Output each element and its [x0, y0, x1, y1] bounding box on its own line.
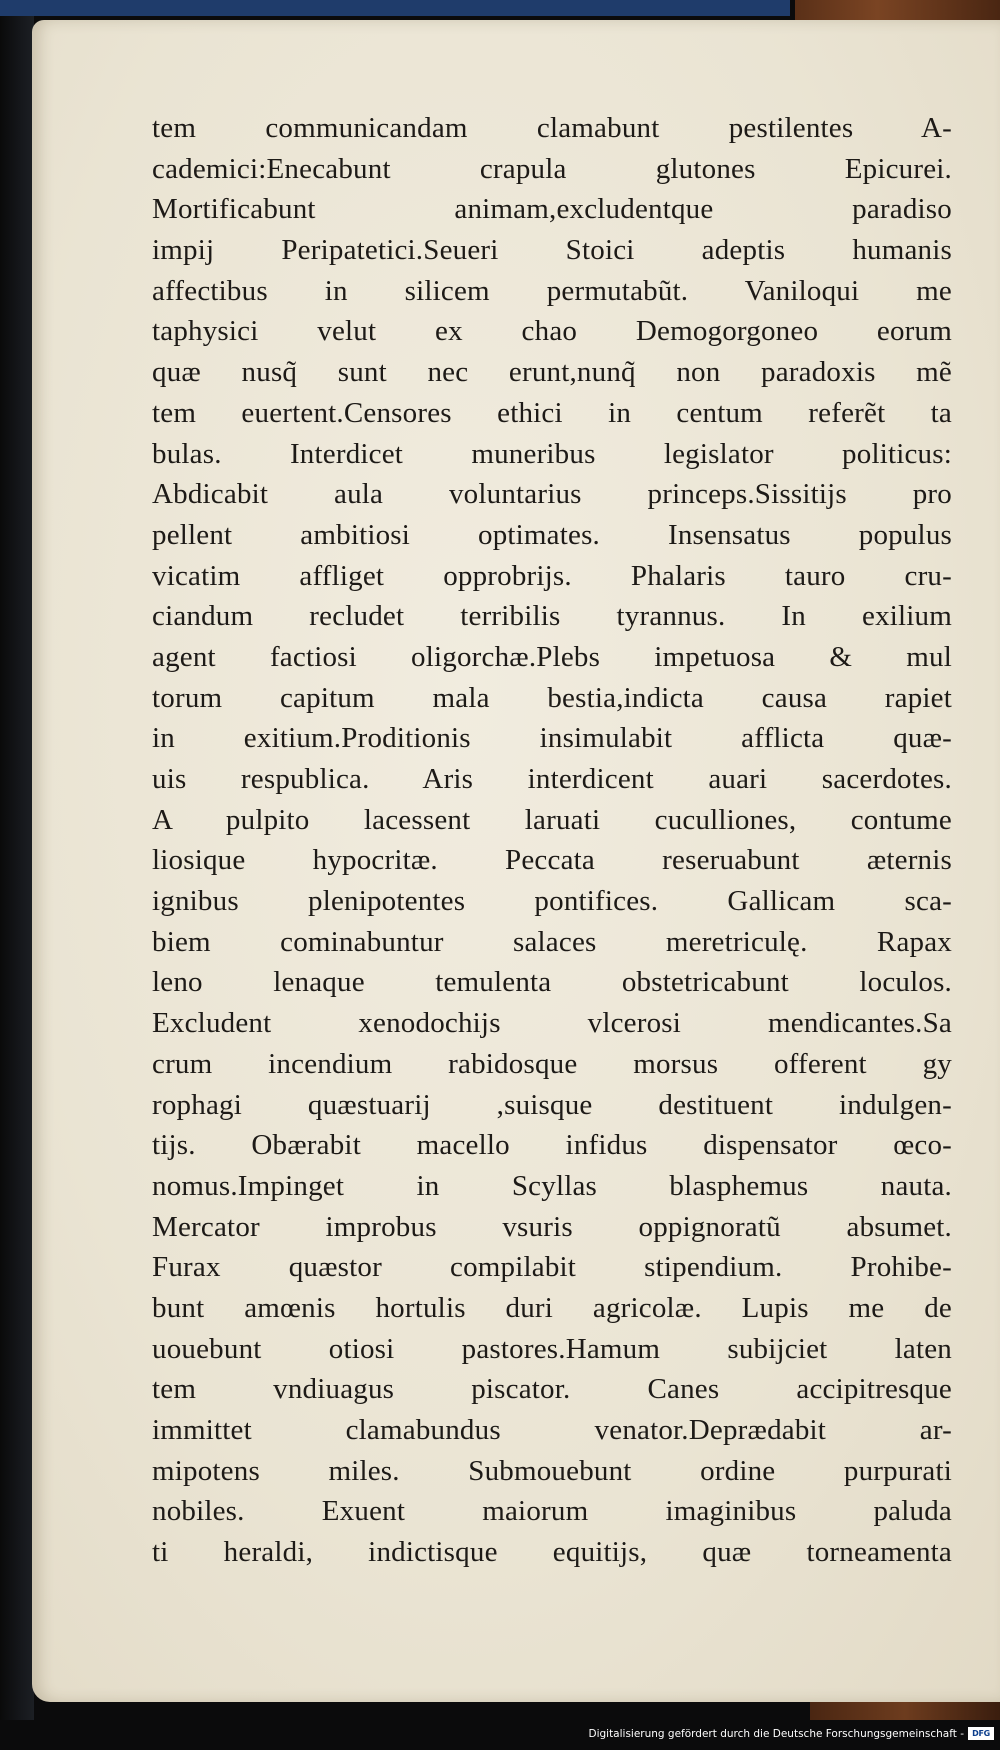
text-line: cademici:Enecabunt crapula glutones Epicurei. [152, 152, 952, 185]
text-line: nomus.Impinget in Scyllas blasphemus nauta. [152, 1169, 952, 1202]
text-line: quæ nusq̃ sunt nec erunt,nunq̃ non paradoxis mẽ [152, 356, 952, 389]
text-line: torum capitum mala bestia,indicta causa rapiet [152, 681, 952, 714]
text-line: tijs. Obærabit macello infidus dispensator œco- [152, 1129, 952, 1162]
page-text [152, 108, 952, 1573]
text-line: Mercator improbus vsuris oppignoratũ absumet. [152, 1210, 952, 1243]
text-line: uouebunt otiosi pastores.Hamum subijciet laten [152, 1332, 952, 1365]
text-line: bulas. Interdicet muneribus legislator politicus: [152, 437, 952, 470]
text-line: mipotens miles. Submouebunt ordine purpurati [152, 1454, 952, 1487]
text-line: in exitium.Proditionis insimulabit afflicta quæ- [152, 722, 952, 755]
text-line: pellent ambitiosi optimates. Insensatus populus [152, 518, 952, 551]
text-line: liosique hypocritæ. Peccata reseruabunt æternis [152, 844, 952, 877]
text-line: ignibus plenipotentes pontifices. Gallicam sca- [152, 885, 952, 918]
text-line: Furax quæstor compilabit stipendium. Prohibe- [152, 1251, 952, 1284]
text-line: biem cominabuntur salaces meretriculę. Rapax [152, 925, 952, 958]
text-line: Excludent xenodochijs vlcerosi mendicantes.Sa [152, 1007, 952, 1040]
text-line: tem vndiuagus piscator. Canes accipitresque [152, 1373, 952, 1406]
cover-corner-top [795, 0, 1000, 22]
text-line: tem euertent.Censores ethici in centum referẽt ta [152, 396, 952, 429]
text-line: bunt amœnis hortulis duri agricolæ. Lupis me de [152, 1291, 952, 1324]
digitization-footer [0, 1720, 1000, 1750]
cover-corner-bottom [810, 1702, 1000, 1720]
text-line: vicatim affliget opprobrijs. Phalaris tauro cru- [152, 559, 952, 592]
text-line: leno lenaque temulenta obstetricabunt loculos. [152, 966, 952, 999]
text-line: affectibus in silicem permutabũt. Vaniloqui me [152, 274, 952, 307]
text-line: crum incendium rabidosque morsus offerent gy [152, 1047, 952, 1080]
text-line: uis respublica. Aris interdicent auari sacerdotes. [152, 763, 952, 795]
text-line: nobiles. Exuent maiorum imaginibus paluda [152, 1495, 952, 1528]
book-binding-edge [0, 0, 34, 1750]
text-line: taphysici velut ex chao Demogorgoneo eorum [152, 315, 952, 348]
text-line: impij Peripatetici.Seueri Stoici adeptis humanis [152, 234, 952, 267]
top-cloth-strip [0, 0, 790, 16]
text-line: Mortificabunt animam,excludentque paradiso [152, 193, 952, 226]
text-line: rophagi quæstuarij ,suisque destituent indulgen- [152, 1088, 952, 1121]
text-line: ti heraldi, indictisque equitijs, quæ torneamenta [152, 1536, 952, 1569]
text-line: immittet clamabundus venator.Deprædabit ar- [152, 1414, 952, 1446]
text-line: agent factiosi oligorchæ.Plebs impetuosa & mul [152, 640, 952, 673]
book-page [32, 20, 1000, 1702]
text-line: tem communicandam clamabunt pestilentes A- [152, 112, 952, 144]
funding-credit: Digitalisierung gefördert durch die Deutsche Forschungsgemeinschaft - [588, 1728, 964, 1740]
text-line: A pulpito lacessent laruati cuculliones, contume [152, 803, 952, 836]
dfg-logo: DFG [968, 1727, 994, 1740]
text-line: ciandum recludet terribilis tyrannus. In exilium [152, 600, 952, 633]
text-line: Abdicabit aula voluntarius princeps.Sissitijs pro [152, 478, 952, 511]
